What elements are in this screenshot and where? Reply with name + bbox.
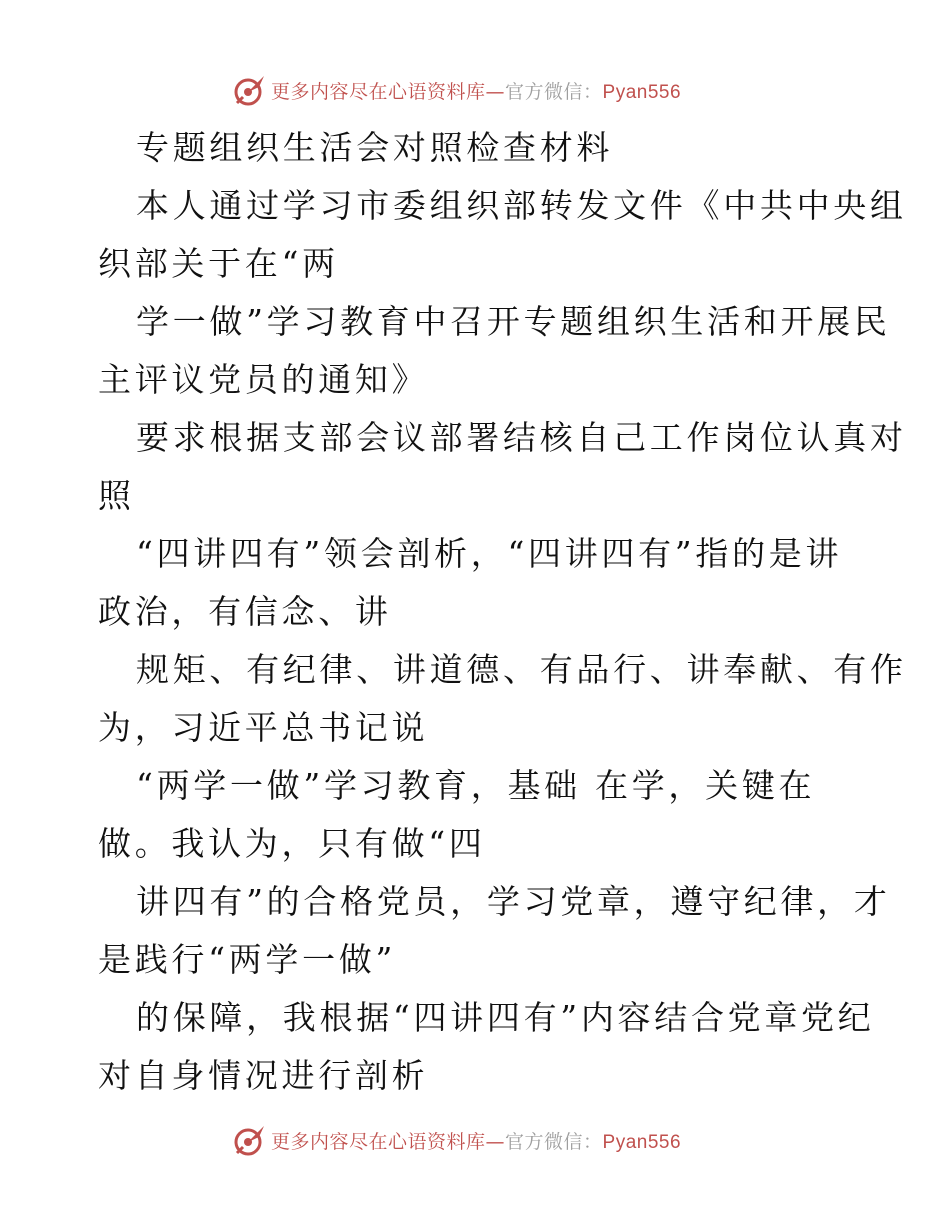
paragraph-line: 学一做”学习教育中召开专题组织生活和开展民: [136, 302, 891, 341]
paragraph-line: 织部关于在“两: [98, 244, 339, 283]
paragraph-line: 主评议党员的通知》: [98, 360, 429, 399]
paragraph-line: “四讲四有”领会剖析，“四讲四有”指的是讲: [136, 534, 843, 573]
paragraph-line: 做。我认为，只有做“四: [98, 824, 486, 863]
footer-watermark: [233, 1122, 681, 1158]
paragraph-line: 照: [98, 476, 135, 515]
paragraph-line: 本人通过学习市委组织部转发文件《中共中央组: [136, 186, 907, 225]
paragraph-line: 是践行“两学一做”: [98, 940, 397, 979]
paragraph-line: 规矩、有纪律、讲道德、有品行、讲奉献、有作: [136, 650, 907, 689]
paragraph-line: 的保障，我根据“四讲四有”内容结合党章党纪: [136, 998, 875, 1037]
watermark-id: Pyan556: [602, 81, 682, 103]
watermark-sub-text: 官方微信：: [505, 80, 603, 103]
document-title: 专题组织生活会对照检查材料: [136, 128, 614, 167]
watermark-sub-text: 官方微信：: [505, 1130, 603, 1153]
paragraph-line: 政治，有信念、讲: [98, 592, 392, 631]
paragraph-line: 讲四有”的合格党员，学习党章，遵守纪律，才: [136, 882, 891, 921]
watermark-id: Pyan556: [602, 1131, 682, 1153]
paragraph-line: 对自身情况进行剖析: [98, 1056, 429, 1095]
paragraph-line: “两学一做”学习教育，基础 在学，关键在: [136, 766, 816, 805]
paragraph-line: 为，习近平总书记说: [98, 708, 429, 747]
watermark-main-text: 更多内容尽在心语资料库: [271, 80, 486, 103]
paragraph-line: 要求根据支部会议部署结核自己工作岗位认真对: [136, 418, 907, 457]
watermark-main-text: 更多内容尽在心语资料库: [271, 1130, 486, 1153]
watermark-separator: —: [485, 1130, 506, 1153]
quill-logo-icon: [233, 1123, 267, 1157]
watermark-separator: —: [485, 80, 506, 103]
